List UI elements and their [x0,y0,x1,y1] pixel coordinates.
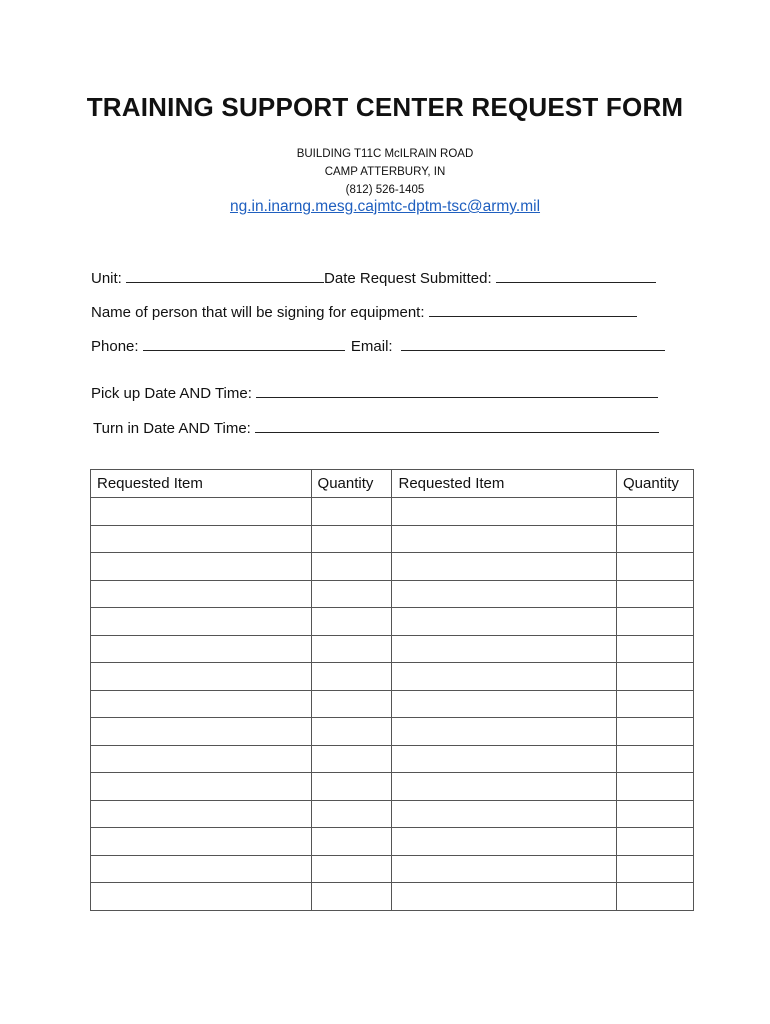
phone-label: Phone: [91,338,139,355]
table-body [91,498,694,911]
header-requested-item-1: Requested Item [91,470,312,498]
item-cell[interactable] [91,525,312,553]
table-row [91,745,694,773]
item-cell[interactable] [91,800,312,828]
quantity-cell[interactable] [617,635,694,663]
item-cell[interactable] [392,828,617,856]
quantity-cell[interactable] [617,773,694,801]
contact-email-text[interactable]: ng.in.inarng.mesg.cajmtc-dptm-tsc@army.mil [229,198,541,215]
quantity-cell[interactable] [311,745,392,773]
item-cell[interactable] [91,773,312,801]
item-cell[interactable] [392,800,617,828]
item-cell[interactable] [91,745,312,773]
date-submitted-label: Date Request Submitted: [324,270,492,287]
unit-input-line[interactable] [126,268,324,283]
quantity-cell[interactable] [311,663,392,691]
turnin-row [93,418,659,437]
quantity-cell[interactable] [311,608,392,636]
quantity-cell[interactable] [617,608,694,636]
item-cell[interactable] [91,883,312,911]
item-cell[interactable] [91,828,312,856]
address-line-2: CAMP ATTERBURY, IN [324,166,446,178]
item-cell[interactable] [91,635,312,663]
signer-row [91,302,637,321]
address-line-1: BUILDING T11C McILRAIN ROAD [296,148,474,160]
quantity-cell[interactable] [311,828,392,856]
table-row [91,525,694,553]
date-submitted-input-line[interactable] [496,268,656,283]
table-row [91,580,694,608]
quantity-cell[interactable] [311,718,392,746]
pickup-row [91,383,658,402]
phone-email-row [91,336,665,355]
item-cell[interactable] [392,553,617,581]
pickup-input-line[interactable] [256,383,658,398]
item-cell[interactable] [392,745,617,773]
quantity-cell[interactable] [617,883,694,911]
email-input-line[interactable] [401,336,665,351]
table-row [91,773,694,801]
quantity-cell[interactable] [311,498,392,526]
quantity-cell[interactable] [617,690,694,718]
signer-input-line[interactable] [429,302,637,317]
quantity-cell[interactable] [617,553,694,581]
item-cell[interactable] [392,883,617,911]
item-cell[interactable] [91,663,312,691]
item-cell[interactable] [91,608,312,636]
table-row [91,690,694,718]
item-cell[interactable] [91,580,312,608]
pickup-label: Pick up Date AND Time: [91,385,252,402]
quantity-cell[interactable] [311,635,392,663]
quantity-cell[interactable] [311,690,392,718]
quantity-cell[interactable] [311,883,392,911]
table-row [91,608,694,636]
item-cell[interactable] [392,580,617,608]
item-cell[interactable] [91,718,312,746]
table-row [91,635,694,663]
unit-label: Unit: [91,270,122,287]
quantity-cell[interactable] [311,855,392,883]
table-row [91,828,694,856]
requested-items-table [90,469,694,911]
item-cell[interactable] [392,608,617,636]
header-requested-item-2: Requested Item [392,470,617,498]
quantity-cell[interactable] [617,828,694,856]
quantity-cell[interactable] [617,580,694,608]
unit-row [91,268,656,287]
quantity-cell[interactable] [617,718,694,746]
item-cell[interactable] [91,498,312,526]
table-row [91,663,694,691]
table-row [91,553,694,581]
table-row [91,718,694,746]
item-cell[interactable] [91,855,312,883]
item-cell[interactable] [91,553,312,581]
item-cell[interactable] [91,690,312,718]
table-row [91,883,694,911]
header-quantity-1: Quantity [311,470,392,498]
turnin-label: Turn in Date AND Time: [93,420,251,437]
item-cell[interactable] [392,718,617,746]
item-cell[interactable] [392,773,617,801]
phone-input-line[interactable] [143,336,345,351]
contact-email-link[interactable] [0,198,770,216]
address-phone: (812) 526-1405 [345,184,425,196]
item-cell[interactable] [392,663,617,691]
quantity-cell[interactable] [311,580,392,608]
quantity-cell[interactable] [617,745,694,773]
table-header-row [91,470,694,498]
item-cell[interactable] [392,525,617,553]
quantity-cell[interactable] [617,498,694,526]
table-row [91,498,694,526]
quantity-cell[interactable] [311,773,392,801]
item-cell[interactable] [392,635,617,663]
quantity-cell[interactable] [617,525,694,553]
table-row [91,800,694,828]
table-row [91,855,694,883]
item-cell[interactable] [392,498,617,526]
signer-label: Name of person that will be signing for equipment: [91,304,425,321]
item-cell[interactable] [392,855,617,883]
quantity-cell[interactable] [617,800,694,828]
email-label: Email: [350,338,393,355]
quantity-cell[interactable] [311,553,392,581]
item-cell[interactable] [392,690,617,718]
quantity-cell[interactable] [617,663,694,691]
header-quantity-2: Quantity [617,470,694,498]
turnin-input-line[interactable] [255,418,659,433]
form-title: TRAINING SUPPORT CENTER REQUEST FORM [86,92,684,122]
quantity-cell[interactable] [311,800,392,828]
quantity-cell[interactable] [311,525,392,553]
quantity-cell[interactable] [617,855,694,883]
